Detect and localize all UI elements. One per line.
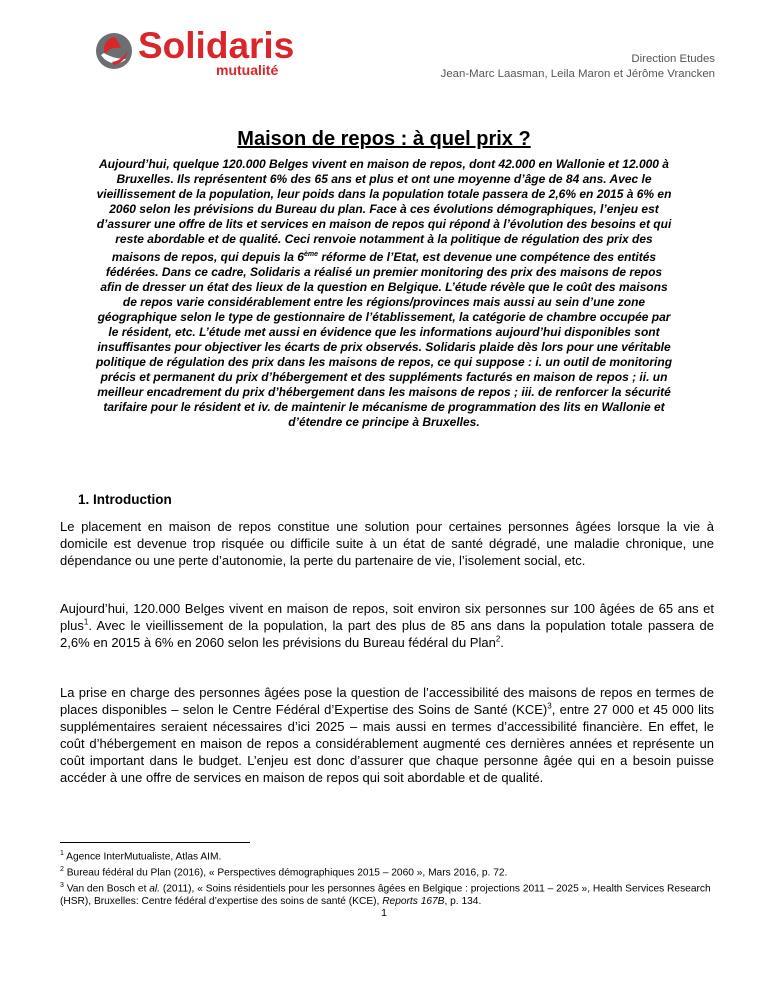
footnote-text: Bureau fédéral du Plan (2016), « Perspectives démographiques 2015 – 2060 », Mars 2016, p. 72. — [63, 867, 508, 879]
footnote-3 — [60, 880, 720, 908]
footnote-1 — [60, 848, 720, 864]
logo-tagline: mutualité — [216, 62, 279, 78]
document-title: Maison de repos : à quel prix ? — [237, 128, 531, 150]
paragraph-3-text-b: , entre 27 000 et 45 000 lits supplémentaires seraient nécessaires d’ici 2025 – mais aussi en termes d’accessibilité financière. En effet, le coût d’hébergement en maison de repos a considérablement augmenté ces dernières années et représente un coût important dans le budget. L’enjeu est donc d’assurer que chaque personne âgée qui en a besoin puisse accéder à une offre de services en maison de repos qui soit abordable et de qualité. — [60, 702, 714, 785]
footnote-text-italic: al. — [149, 883, 161, 895]
footnote-text: Agence InterMutualiste, Atlas AIM. — [63, 851, 222, 863]
abstract-superscript: ème — [303, 251, 318, 258]
paragraph-2-text-a: Aujourd’hui, 120.000 Belges vivent en maison de repos, soit environ six personnes sur 100 âgées de 65 ans et plus — [60, 601, 714, 633]
header-authors: Jean-Marc Laasman, Leila Maron et Jérôme Vrancken — [440, 68, 715, 80]
footnote-number: 1 — [60, 850, 64, 857]
paragraph-3 — [60, 684, 714, 786]
footnote-ref-3[interactable]: 3 — [547, 701, 552, 711]
footnote-text: (2011), « Soins résidentiels pour les personnes âgées en Belgique : projections 2011 – 2025 », Health Services Research (HSR), Bruxelles: Centre fédéral d’expertise des soins de santé (KCE), — [60, 883, 711, 907]
footnote-number: 2 — [60, 865, 64, 873]
footnote-2 — [60, 864, 720, 880]
footnote-text: Van den Bosch et — [63, 883, 150, 895]
section-heading-introduction: 1. Introduction — [78, 492, 172, 507]
footnote-text-italic: Reports 167B — [382, 895, 445, 907]
paragraph-2-text-c: . — [500, 635, 504, 650]
logo-wordmark: Solidaris — [138, 25, 295, 66]
footnote-ref-2[interactable]: 2 — [495, 634, 501, 644]
page-number: 1 — [381, 907, 387, 919]
paragraph-2-text-b: . Avec le vieillissement de la population, la part des plus de 85 ans dans la population totale passera de 2,6% en 2015 à 6% en 2060 selon les prévisions du Bureau fédéral du Plan — [60, 618, 714, 650]
paragraph-1: Le placement en maison de repos constitue une solution pour certaines personnes âgées lorsque la vie à domicile est devenue trop risquée ou difficile suite à un état de santé dégradé, une maladie chronique, une dépendance ou une perte d’autonomie, la perte du partenaire de vie, l’isolement social, etc. — [60, 519, 714, 568]
footnote-number: 3 — [60, 881, 64, 889]
abstract-part1: Aujourd’hui, quelque 120.000 Belges vivent en maison de repos, dont 42.000 en Wallonie et 12.000 à Bruxelles. Ils représentent 6% des 65 ans et plus et ont une moyenne d’âge de 84 ans. Avec le vieillissement de la population, leur poids dans la population totale passera de 2,6% en 2015 à 6% en 2060 selon les prévisions du Bureau du plan. Face à ces évolutions démographiques, l’enjeu est d’assurer une offre de lits et services en maison de repos qui répond à l’évolution des besoins et qui reste abordable et de qualité. Ceci renvoie notamment à la politique de régulation des prix des maisons de repos, qui depuis la 6 — [96, 157, 672, 264]
footnote-text: , p. 134. — [444, 895, 482, 907]
footnote-ref-1[interactable]: 1 — [83, 617, 89, 627]
solidaris-emblem-icon — [92, 29, 138, 79]
footnote-separator — [60, 842, 250, 843]
document-header — [441, 52, 715, 82]
abstract — [95, 157, 673, 430]
abstract-part2: réforme de l’Etat, est devenue une compétence des entités fédérées. Dans ce cadre, Solidaris a réalisé un premier monitoring des prix des maisons de repos afin de dresser un état des lieux de la question en Belgique. L’étude révèle que le coût des maisons de repos varie considérablement entre les régions/provinces mais aussi au sein d’une zone géographique selon le type de gestionnaire de l’établissement, la catégorie de chambre occupée par le résident, etc. L’étude met aussi en évidence que les informations aujourd’hui disponibles sont insuffisantes pour objectiver les écarts de prix observés. Solidaris plaide dès lors pour une véritable politique de régulation des prix dans les maisons de repos, ce qui suppose : i. un outil de monitoring précis et permanent du prix d’hébergement et des suppléments facturés en maison de repos ; ii. un meilleur encadrement du prix d’hébergement dans les maisons de repos ; iii. de renforcer la sécurité tarifaire pour le résident et iv. de maintenir le mécanisme de programmation des lits en Wallonie et d’étendre ce principe à Bruxelles. — [95, 250, 673, 429]
header-department: Direction Etudes — [631, 53, 715, 65]
paragraph-3-text-a: La prise en charge des personnes âgées pose la question de l’accessibilité des maisons de repos en termes de places disponibles – selon le Centre Fédéral d’Expertise des Soins de Santé (KCE) — [60, 685, 714, 717]
solidaris-logo — [92, 25, 312, 79]
paragraph-2 — [60, 600, 714, 651]
footnotes — [60, 848, 720, 908]
